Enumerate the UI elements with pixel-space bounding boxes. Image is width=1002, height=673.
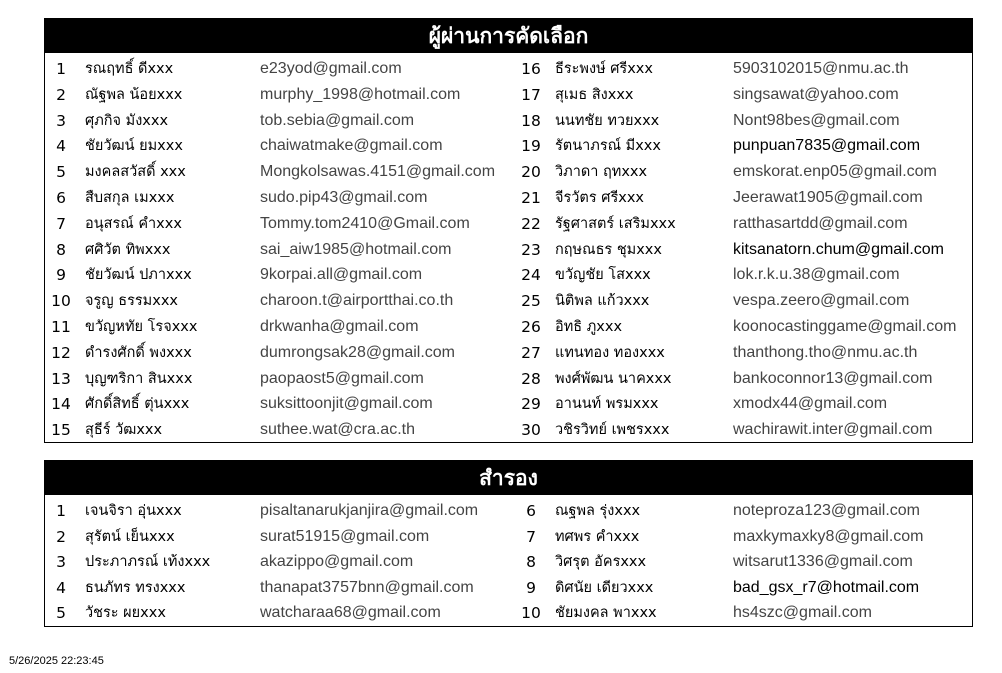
candidate-name: อานนท์ พรมxxx (555, 396, 659, 413)
row-number: 10 (521, 604, 541, 623)
candidate-email: thanthong.tho@nmu.ac.th (733, 343, 918, 361)
row-number: 5 (56, 604, 66, 623)
candidate-email: murphy_1998@hotmail.com (260, 85, 461, 103)
candidate-name: ดำรงศักดิ์ พงxxx (85, 344, 192, 361)
candidate-email: dumrongsak28@gmail.com (260, 343, 455, 361)
candidate-email: bankoconnor13@gmail.com (733, 369, 933, 387)
candidate-name: ชัยวัฒน์ ยมxxx (85, 138, 183, 155)
table-row (45, 314, 972, 340)
candidate-email: sai_aiw1985@hotmail.com (260, 240, 452, 258)
candidate-email: singsawat@yahoo.com (733, 85, 899, 103)
row-number: 3 (56, 553, 66, 572)
row-number: 11 (51, 318, 71, 336)
table-row (45, 262, 972, 288)
candidate-email: paopaost5@gmail.com (260, 369, 424, 387)
row-number: 4 (56, 578, 66, 597)
candidate-name: กฤษณธร ชุมxxx (555, 241, 662, 258)
candidate-name: สืบสกุล เมxxx (85, 190, 175, 206)
candidate-email: lok.r.k.u.38@gmail.com (733, 266, 900, 284)
candidate-email: tob.sebia@gmail.com (260, 111, 415, 129)
row-number: 12 (51, 343, 71, 362)
reserve-table-title: สำรอง (45, 461, 972, 495)
candidate-name: ชัยมงคล พาxxx (555, 605, 657, 622)
candidate-name: ดิศนัย เดียวxxx (555, 579, 654, 596)
row-number: 2 (56, 527, 66, 546)
candidate-name: บุญฑริกา สินxxx (85, 370, 193, 387)
candidate-email: e23yod@gmail.com (260, 60, 402, 77)
candidate-name: สุธีร์ วัฒxxx (85, 422, 163, 439)
table-row (45, 417, 972, 443)
row-number: 18 (521, 111, 541, 130)
candidate-email: 5903102015@nmu.ac.th (733, 60, 909, 77)
row-number: 8 (526, 553, 536, 572)
candidate-name: รณฤทธิ์ ดีxxx (85, 61, 174, 77)
row-number: 26 (521, 318, 541, 336)
row-number: 22 (521, 214, 541, 233)
table-row (45, 56, 972, 82)
row-number: 13 (51, 369, 71, 388)
row-number: 3 (56, 111, 66, 130)
table-row (45, 211, 972, 237)
row-number: 7 (526, 527, 536, 546)
candidate-name: มงคลสวัสดิ์ xxx (85, 164, 186, 181)
candidate-email: suthee.wat@cra.ac.th (260, 421, 415, 439)
candidate-name: สุรัตน์ เย็นxxx (85, 528, 175, 545)
candidate-name: พงศ์พัฒน นาคxxx (555, 370, 672, 387)
row-number: 6 (56, 189, 66, 207)
row-number: 19 (521, 137, 541, 156)
table-row (45, 391, 972, 417)
row-number: 2 (56, 85, 66, 104)
row-number: 6 (526, 502, 536, 520)
row-number: 1 (56, 60, 66, 78)
row-number: 8 (56, 240, 66, 259)
passed-table-title: ผู้ผ่านการคัดเลือก (45, 19, 972, 53)
row-number: 16 (521, 60, 541, 78)
candidate-name: วิภาดา ฤทxxx (555, 164, 648, 181)
candidate-name: วชิรวิทย์ เพชรxxx (555, 422, 670, 439)
candidate-name: ชัยวัฒน์ ปภาxxx (85, 267, 192, 284)
row-number: 25 (521, 292, 541, 311)
candidate-email: Tommy.tom2410@Gmail.com (260, 214, 470, 232)
candidate-email: chaiwatmake@gmail.com (260, 137, 443, 155)
candidate-name: นิติพล แก้วxxx (555, 293, 650, 310)
candidate-email: akazippo@gmail.com (260, 553, 414, 571)
row-number: 20 (521, 163, 541, 182)
candidate-email: suksittoonjit@gmail.com (260, 395, 433, 413)
row-number: 9 (526, 578, 536, 597)
candidate-email: noteproza123@gmail.com (733, 502, 921, 519)
candidate-email: emskorat.enp05@gmail.com (733, 163, 937, 181)
candidate-name: ศุภกิจ มังxxx (85, 112, 169, 129)
row-number: 10 (51, 292, 71, 311)
row-number: 14 (51, 395, 71, 414)
candidate-email: Jeerawat1905@gmail.com (733, 189, 923, 206)
row-number: 23 (521, 240, 541, 259)
candidate-name: ณัฐพล น้อยxxx (85, 86, 183, 103)
candidate-name: วัชระ ผยxxx (85, 605, 166, 622)
candidate-email: Nont98bes@gmail.com (733, 111, 900, 129)
candidate-name: อิทธิ ภูxxx (555, 319, 623, 335)
candidate-email: Mongkolsawas.4151@gmail.com (260, 163, 496, 181)
candidate-name: นนทชัย ทวยxxx (555, 112, 660, 129)
candidate-name: ธีระพงษ์ ศรีxxx (555, 61, 653, 77)
candidate-email: maxkymaxky8@gmail.com (733, 527, 924, 545)
candidate-email: bad_gsx_r7@hotmail.com (733, 578, 920, 596)
row-number: 9 (56, 266, 66, 285)
candidate-name: สุเมธ สิงxxx (555, 86, 634, 103)
candidate-name: รัตนาภรณ์ มีxxx (555, 138, 661, 155)
table-row (45, 600, 972, 626)
candidate-email: kitsanatorn.chum@gmail.com (733, 240, 944, 258)
candidate-email: wachirawit.inter@gmail.com (733, 421, 933, 439)
candidate-name: รัฐศาสตร์ เสริมxxx (555, 215, 676, 232)
table-row (45, 185, 972, 211)
row-number: 7 (56, 214, 66, 233)
candidate-email: thanapat3757bnn@gmail.com (260, 578, 474, 596)
table-row (45, 549, 972, 575)
candidate-name: ขวัญชัย โสxxx (555, 267, 651, 284)
table-row (45, 366, 972, 392)
candidate-name: จีรวัตร ศรีxxx (555, 190, 644, 206)
table-row (45, 237, 972, 263)
candidate-email: vespa.zeero@gmail.com (733, 292, 910, 310)
reserve-candidates-table (44, 460, 973, 627)
print-timestamp: 5/26/2025 22:23:45 (9, 655, 104, 667)
row-number: 17 (521, 85, 541, 104)
candidate-email: sudo.pip43@gmail.com (260, 189, 428, 206)
candidate-email: surat51915@gmail.com (260, 527, 430, 545)
candidate-email: charoon.t@airportthai.co.th (260, 292, 454, 310)
row-number: 4 (56, 137, 66, 156)
row-number: 15 (51, 421, 71, 440)
candidate-email: punpuan7835@gmail.com (733, 137, 921, 155)
table-row (45, 133, 972, 159)
candidate-name: อนุสรณ์ คำxxx (85, 215, 182, 232)
table-row (45, 82, 972, 108)
table-row (45, 108, 972, 134)
table-row (45, 159, 972, 185)
candidate-name: ขวัญหทัย โรจxxx (85, 319, 198, 335)
candidate-name: ประภาภรณ์ เท้งxxx (85, 554, 211, 571)
table-row (45, 288, 972, 314)
row-number: 29 (521, 395, 541, 414)
row-number: 24 (521, 266, 541, 285)
candidate-email: hs4szc@gmail.com (733, 604, 872, 622)
candidate-name: ศศิวัต ทิพxxx (85, 241, 171, 258)
candidate-email: witsarut1336@gmail.com (733, 553, 913, 571)
candidate-name: ศักดิ์สิทธิ์ ตุ่นxxx (85, 396, 190, 413)
candidate-name: เจนจิรา อุ่นxxx (85, 503, 182, 519)
candidate-email: ratthasartdd@gmail.com (733, 214, 908, 232)
candidate-email: koonocastinggame@gmail.com (733, 318, 957, 335)
candidate-name: ทศพร คำxxx (555, 528, 640, 545)
candidate-name: จรูญ ธรรมxxx (85, 293, 178, 310)
row-number: 5 (56, 163, 66, 182)
row-number: 1 (56, 502, 66, 520)
candidate-email: watcharaa68@gmail.com (260, 604, 441, 622)
candidate-email: pisaltanarukjanjira@gmail.com (260, 502, 479, 519)
candidate-name: วิศรุต อัครxxx (555, 554, 647, 571)
row-number: 30 (521, 421, 541, 440)
row-number: 27 (521, 343, 541, 362)
row-number: 21 (521, 189, 541, 207)
candidate-email: xmodx44@gmail.com (733, 395, 888, 413)
candidate-name: แทนทอง ทองxxx (555, 344, 665, 361)
candidate-name: ธนภัทร ทรงxxx (85, 579, 186, 596)
candidate-name: ณฐพล รุ่งxxx (555, 503, 641, 519)
table-row (45, 340, 972, 366)
candidate-email: drkwanha@gmail.com (260, 318, 419, 335)
row-number: 28 (521, 369, 541, 388)
table-row (45, 524, 972, 550)
passed-candidates-table (44, 18, 973, 443)
table-row (45, 575, 972, 601)
table-row (45, 498, 972, 524)
candidate-email: 9korpai.all@gmail.com (260, 266, 423, 284)
